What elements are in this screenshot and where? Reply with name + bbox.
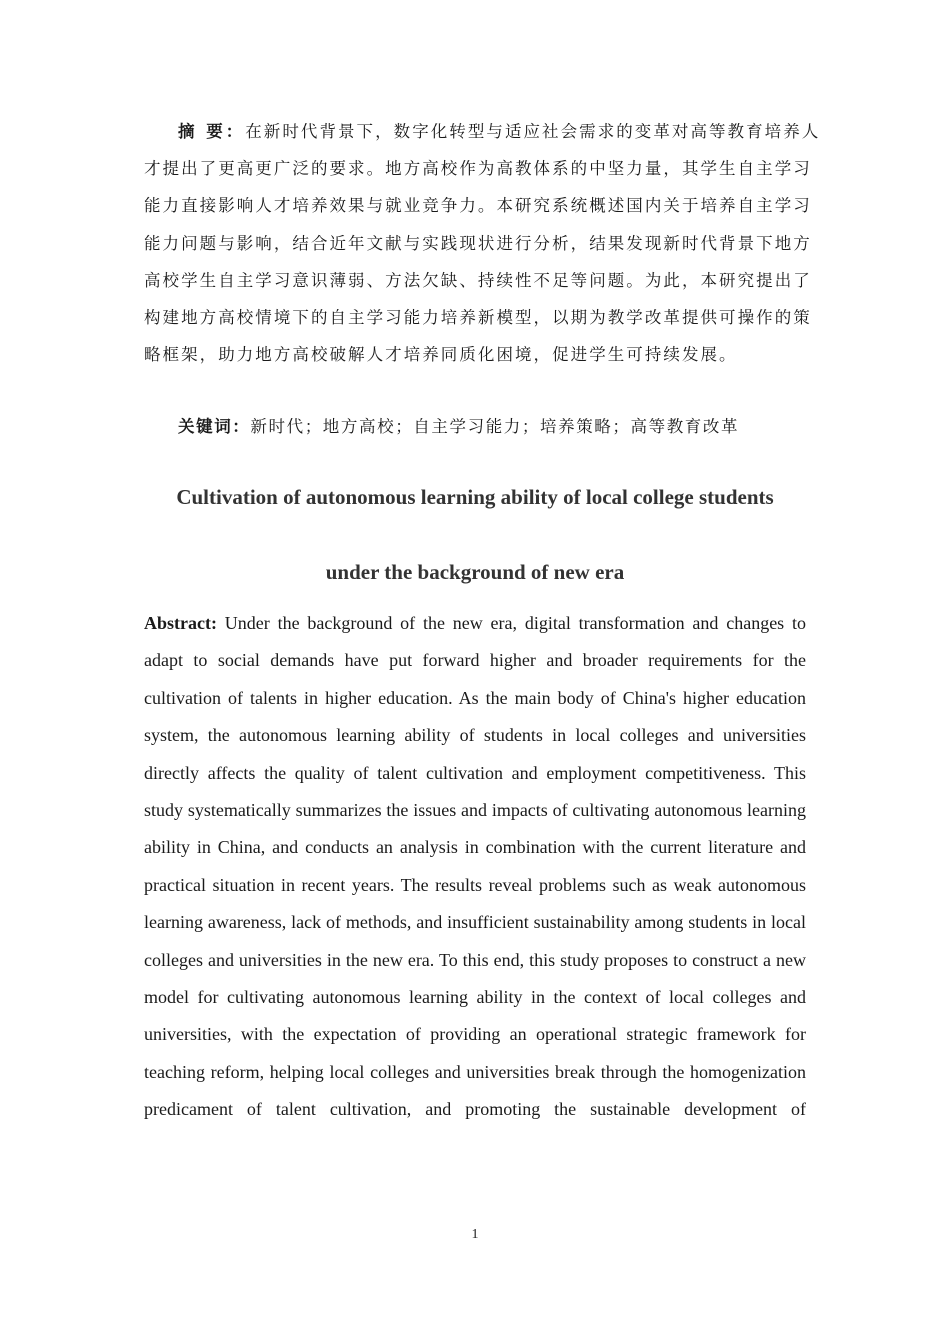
english-title-line-1: Cultivation of autonomous learning ability of local college students <box>176 485 774 509</box>
chinese-keywords-label: 关键词： <box>178 417 251 436</box>
chinese-abstract-label: 摘 要： <box>178 122 246 141</box>
english-title-line-2: under the background of new era <box>325 560 625 584</box>
english-abstract <box>144 605 806 1129</box>
english-abstract-label: Abstract: <box>144 613 217 633</box>
chinese-keywords <box>144 408 824 445</box>
chinese-abstract-text: 在新时代背景下，数字化转型与适应社会需求的变革对高等教育培养人才提出了更高更广泛的要求。地方高校作为高教体系的中坚力量，其学生自主学习能力直接影响人才培养效果与就业竞争力。本研究系统概述国内关于培养自主学习能力问题与影响，结合近年文献与实践现状进行分析，结果发现新时代背景下地方高校学生自主学习意识薄弱、方法欠缺、持续性不足等问题。为此，本研究提出了构建地方高校情境下的自主学习能力培养新模型，以期为教学改革提供可操作的策略框架，助力地方高校破解人才培养同质化困境，促进学生可持续发展。 <box>144 122 821 365</box>
page-number: 1 <box>471 1227 479 1242</box>
english-abstract-text: Under the background of the new era, digital transformation and changes to adapt to social demands have put forward higher and broader requirements for the cultivation of talents in higher education. As the main body of China's higher education system, the autonomous learning ability of students in local colleges and universities directly affects the quality of talent cultivation and employment competitiveness. This study systematically summarizes the issues and impacts of cultivating autonomous learning ability in China, and conducts an analysis in combination with the current literature and practical situation in recent years. The results reveal problems such as weak autonomous learning awareness, lack of methods, and insufficient sustainability among students in local colleges and universities in the new era. To this end, this study proposes to construct a new model for cultivating autonomous learning ability in the context of local colleges and universities, with the expectation of providing an operational strategic framework for teaching reform, helping local colleges and universities break through the homogenization predicament of talent cultivation, and promoting the sustainable development of <box>144 613 806 1120</box>
chinese-keywords-text: 新时代；地方高校；自主学习能力；培养策略；高等教育改革 <box>250 417 740 436</box>
chinese-abstract <box>144 113 824 373</box>
